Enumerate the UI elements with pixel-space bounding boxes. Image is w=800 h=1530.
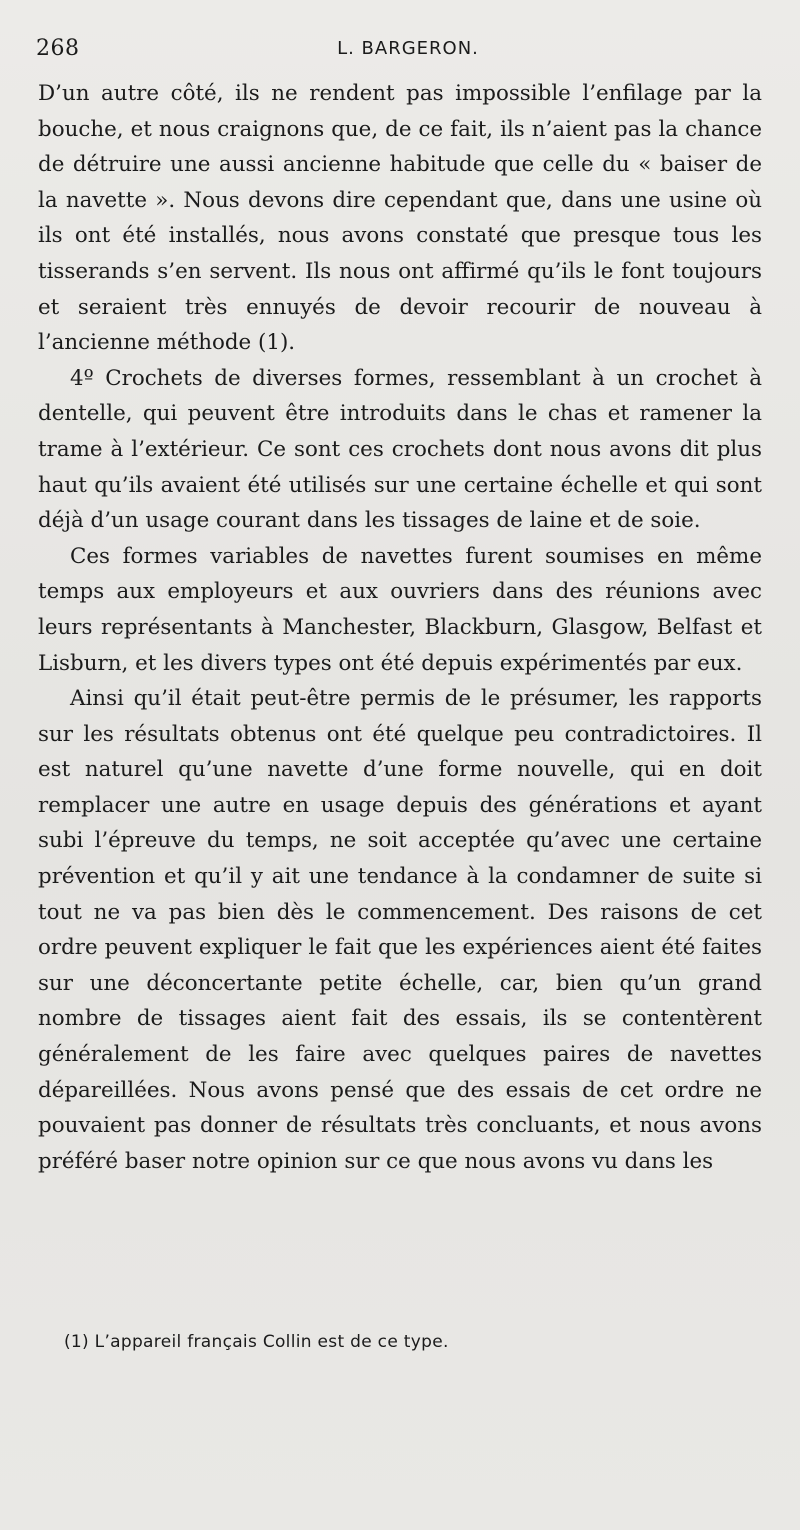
paragraph-continuation: D’un autre côté, ils ne rendent pas impossible l’enfilage par la bouche, et nous craignons que, de ce fait, ils n’aient pas la chance de détruire une aussi ancienne habitude que celle du « baiser de la navette ». Nous devons dire cependant que, dans une usine où ils ont été installés, nous avons constaté que presque tous les tisserands s’en servent. Ils nous ont affirmé qu’ils le font toujours et seraient très ennuyés de devoir recourir de nouveau à l’ancienne méthode (1). bbox=[38, 81, 762, 356]
paragraph-crochets: 4º Crochets de diverses formes, ressemblant à un crochet à dentelle, qui peuvent être introduits dans le chas et ramener la trame à l’extérieur. Ce sont ces crochets dont nous avons dit plus haut qu’ils avaient été utilisés sur une certaine échelle et qui sont déjà d’un usage courant dans les tissages de laine et de soie. bbox=[38, 365, 762, 534]
running-head bbox=[36, 36, 760, 66]
footnote: (1) L’appareil français Collin est de ce type. bbox=[64, 1332, 449, 1352]
running-title: L. BARGERON. bbox=[337, 38, 479, 59]
paragraph-navettes: Ces formes variables de navettes furent soumises en même temps aux employeurs et aux ouvriers dans des réunions avec leurs représentants à Manchester, Blackburn, Glasgow, Belfast et Lisburn, et les divers types ont été depuis expérimentés par eux. bbox=[38, 543, 762, 676]
page-number: 268 bbox=[36, 36, 80, 61]
paragraph-rapports: Ainsi qu’il était peut-être permis de le présumer, les rapports sur les résultats obtenus ont été quelque peu contradictoires. Il est naturel qu’une navette d’une forme nouvelle, qui en doit remplacer une autre en usage depuis des générations et ayant subi l’épreuve du temps, ne soit acceptée qu’avec une certaine prévention et qu’il y ait une tendance à la condamner de suite si tout ne va pas bien dès le commencement. Des raisons de cet ordre peuvent expliquer le fait que les expériences aient été faites sur une déconcertante petite échelle, car, bien qu’un grand nombre de tissages aient fait des essais, ils se contentèrent généralement de les faire avec quelques paires de navettes dépareillées. Nous avons pensé que des essais de cet ordre ne pouvaient pas donner de résultats très concluants, et nous avons préféré baser notre opinion sur ce que nous avons vu dans les bbox=[38, 686, 762, 1174]
body-text bbox=[38, 76, 762, 1179]
